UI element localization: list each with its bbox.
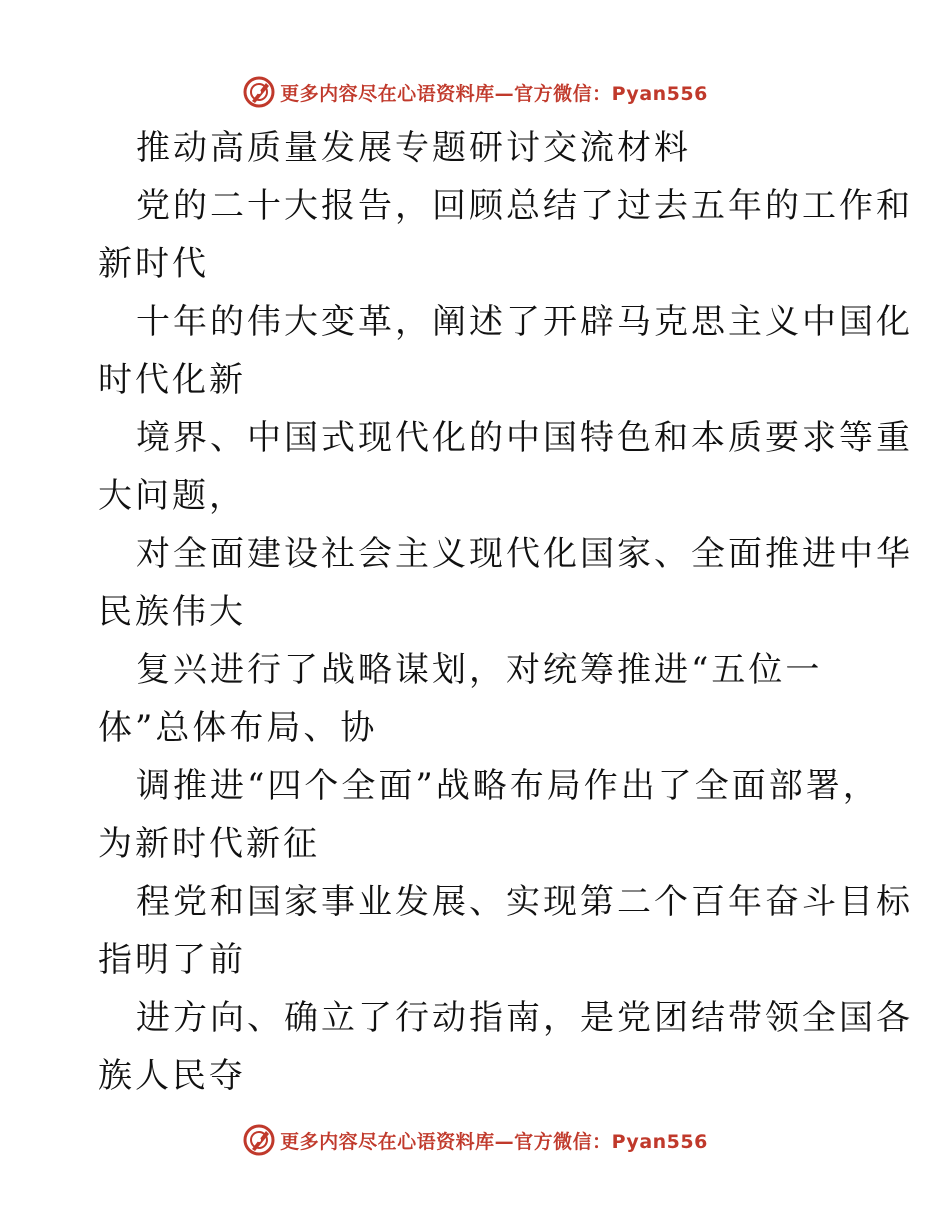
paragraph-line: 十年的伟大变革，阐述了开辟马克思主义中国化 (136, 302, 913, 342)
paragraph-line: 体”总体布局、协 (98, 708, 378, 748)
paragraph-line: 新时代 (98, 244, 209, 284)
paragraph-line: 党的二十大报告，回顾总结了过去五年的工作和 (136, 186, 913, 226)
paragraph-line: 大问题， (98, 476, 246, 516)
paragraph-line: 为新时代新征 (98, 824, 320, 864)
header-watermark-banner (0, 70, 950, 114)
document-title: 推动高质量发展专题研讨交流材料 (136, 128, 691, 168)
paragraph-line: 复兴进行了战略谋划，对统筹推进“五位一 (136, 650, 823, 690)
footer-watermark-text: 更多内容尽在心语资料库—官方微信：Pyan556 (280, 1130, 708, 1153)
header-watermark-text: 更多内容尽在心语资料库—官方微信：Pyan556 (280, 82, 708, 105)
paragraph-line: 对全面建设社会主义现代化国家、全面推进中华 (136, 534, 913, 574)
paragraph-line: 族人民夺 (98, 1056, 246, 1096)
paragraph-line: 进方向、确立了行动指南，是党团结带领全国各 (136, 998, 913, 1038)
paragraph-line: 程党和国家事业发展、实现第二个百年奋斗目标 (136, 882, 913, 922)
paragraph-line: 时代化新 (98, 360, 246, 400)
paragraph-line: 指明了前 (98, 940, 246, 980)
pen-nib-logo-icon (242, 1123, 276, 1157)
paragraph-line: 调推进“四个全面”战略布局作出了全面部署， (136, 766, 880, 806)
footer-watermark-banner (0, 1118, 950, 1162)
paragraph-line: 境界、中国式现代化的中国特色和本质要求等重 (136, 418, 913, 458)
pen-nib-logo-icon (242, 75, 276, 109)
paragraph-line: 民族伟大 (98, 592, 246, 632)
